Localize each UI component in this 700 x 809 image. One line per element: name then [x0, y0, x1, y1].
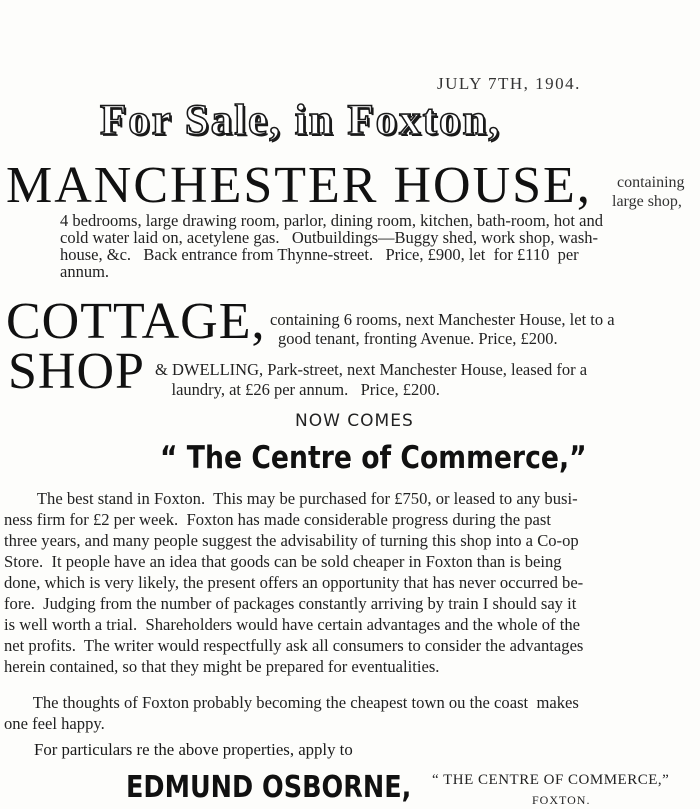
shop-desc-line: laundry, at £26 per annum. Price, £200.	[155, 380, 440, 399]
manchester-desc-line: annum.	[60, 262, 110, 281]
body-line: done, which is very likely, the present offers an opportunity that has never occurred be-	[4, 573, 584, 592]
cottage-desc-line: good tenant, fronting Avenue. Price, £200.	[278, 329, 558, 348]
body-line: ness firm for £2 per week. Foxton has made considerable progress during the past	[4, 510, 551, 529]
ad-date: JULY 7TH, 1904.	[437, 74, 581, 93]
body-line: Store. It people have an idea that goods can be sold cheaper in Foxton than is being	[4, 552, 562, 571]
signature-address-line1: “ THE CENTRE OF COMMERCE,”	[432, 772, 670, 788]
body-line: The best stand in Foxton. This may be purchased for £750, or leased to any busi-	[4, 489, 578, 508]
apply-line: For particulars re the above properties, apply to	[34, 740, 353, 759]
signature-address-line2: FOXTON.	[532, 793, 591, 807]
manchester-desc-line: house, &c. Back entrance from Thynne-street. Price, £900, let for £110 per	[60, 245, 579, 264]
body-line: net profits. The writer would respectfully ask all consumers to consider the advantages	[4, 636, 584, 655]
signature-name: EDMUND OSBORNE,	[126, 770, 412, 805]
centre-of-commerce-heading: “ The Centre of Commerce,”	[160, 440, 587, 476]
body-line: fore. Judging from the number of packages constantly arriving by train I should say it	[4, 594, 577, 613]
happy-line: one feel happy.	[4, 714, 105, 733]
manchester-desc-line: 4 bedrooms, large drawing room, parlor, dining room, kitchen, bath-room, hot and	[60, 211, 603, 230]
body-line: herein contained, so that they might be prepared for eventualities.	[4, 657, 440, 676]
manchester-desc-line: cold water laid on, acetylene gas. Outbuildings—Buggy shed, work shop, wash-	[60, 228, 598, 247]
for-sale-heading: For Sale, in Foxton,	[100, 97, 502, 144]
now-comes-heading: NOW COMES	[295, 411, 414, 431]
body-line: three years, and many people suggest the advisability of turning this shop into a Co-op	[4, 531, 579, 550]
cottage-title: COTTAGE,	[6, 293, 266, 350]
shop-desc-line: & DWELLING, Park-street, next Manchester House, leased for a	[155, 360, 588, 379]
manchester-large-shop: large shop,	[612, 193, 682, 210]
happy-line: The thoughts of Foxton probably becoming the cheapest town ou the coast makes	[4, 693, 579, 712]
manchester-containing: containing	[617, 174, 685, 191]
shop-title: SHOP	[8, 343, 145, 400]
cottage-desc-line: containing 6 rooms, next Manchester House, let to a	[270, 310, 615, 329]
manchester-house-title: MANCHESTER HOUSE,	[6, 157, 592, 214]
body-line: is well worth a trial. Shareholders would have certain advantages and the whole of the	[4, 615, 580, 634]
